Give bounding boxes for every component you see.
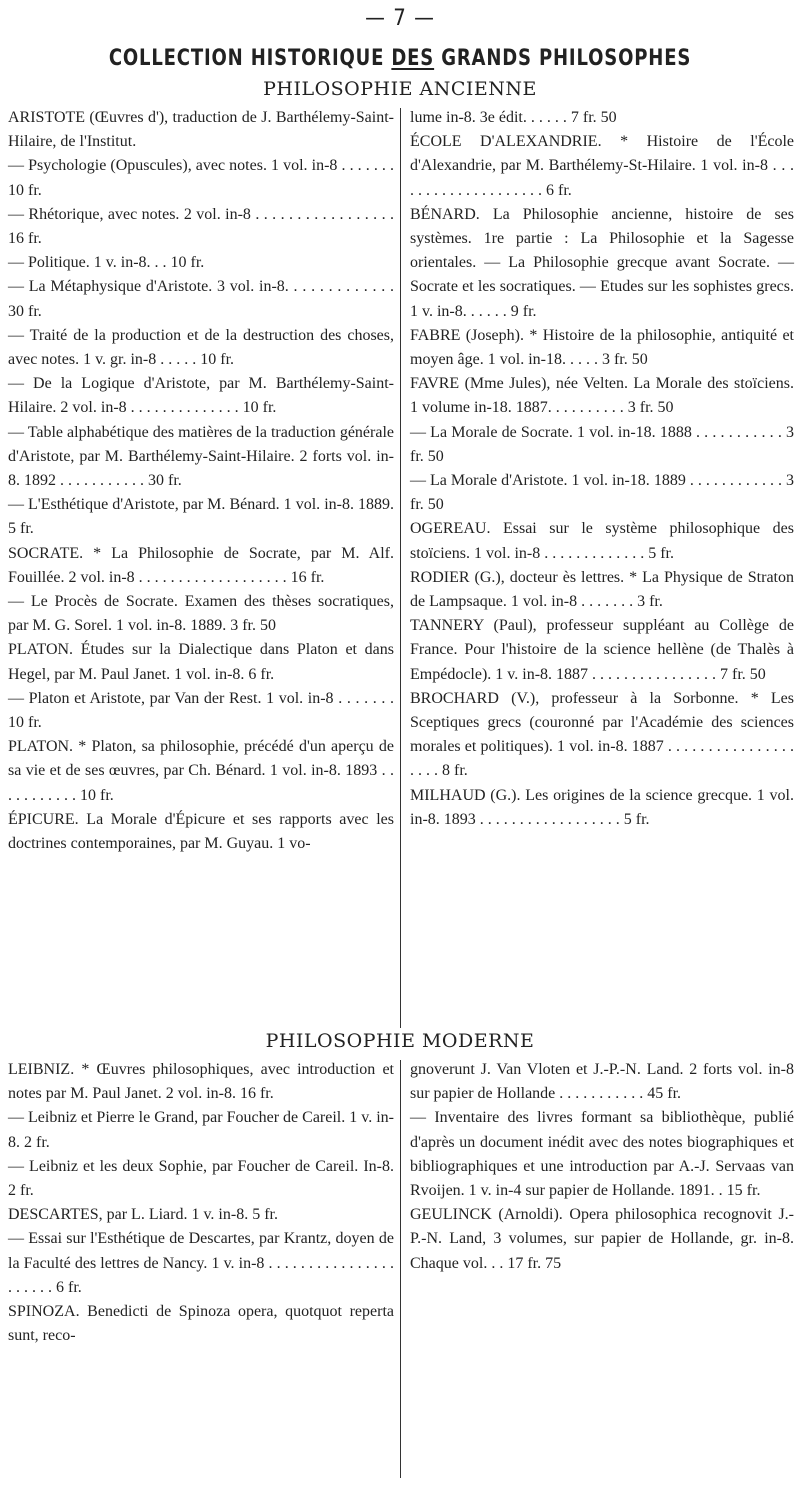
catalog-entry: BÉNARD. La Philosophie ancienne, histoire de ses systèmes. 1re partie : La Philosophie et la Sagesse orientales. — La Philosophie grecque avant Socrate. — Socrate et les socratiques. — Etudes sur les sophistes grecs. 1 v. in-8. . . . . . 9 fr. — [410, 205, 794, 320]
catalog-entry: — Leibniz et Pierre le Grand, par Foucher de Careil. 1 v. in-8. 2 fr. — [8, 1109, 394, 1151]
catalog-entry: — Rhétorique, avec notes. 2 vol. in-8 . . . . . . . . . . . . . . . . . 16 fr. — [8, 205, 394, 248]
catalog-entry: GEULINCK (Arnoldi). Opera philosophica recognovit J.-P.-N. Land, 3 volumes, sur papier de Hollande, gr. in-8. Chaque vol. . . 17 fr. 75 — [410, 1206, 794, 1272]
catalog-entry: ÉPICURE. La Morale d'Épicure et ses rapports avec les doctrines contemporaines, par M. Guyau. 1 vo- — [8, 810, 394, 853]
collection-title-part2: GRANDS PHILOSOPHES — [434, 46, 692, 71]
collection-title-underlined: DES — [391, 46, 435, 71]
catalog-entry: — Platon et Aristote, par Van der Rest. 1 vol. in-8 . . . . . . . 10 fr. — [8, 689, 394, 732]
catalog-entry: — La Morale de Socrate. 1 vol. in-18. 1888 . . . . . . . . . . . 3 fr. 50 — [410, 423, 794, 465]
catalog-entry: FAVRE (Mme Jules), née Velten. La Morale des stoïciens. 1 volume in-18. 1887. . . . . . . . . . 3 fr. 50 — [410, 375, 794, 417]
moderne-left-column — [8, 1058, 394, 1348]
catalog-entry: — La Morale d'Aristote. 1 vol. in-18. 1889 . . . . . . . . . . . . 3 fr. 50 — [410, 472, 794, 514]
catalog-entry: DESCARTES, par L. Liard. 1 v. in-8. 5 fr. — [8, 1206, 278, 1224]
catalog-entry: OGEREAU. Essai sur le système philosophique des stoïciens. 1 vol. in-8 . . . . . . . . . . . . . 5 fr. — [410, 520, 794, 562]
section-heading-ancienne: PHILOSOPHIE ANCIENNE — [263, 78, 537, 100]
catalog-entry: — Psychologie (Opuscules), avec notes. 1 vol. in-8 . . . . . . . 10 fr. — [8, 157, 394, 199]
catalog-entry: SOCRATE. * La Philosophie de Socrate, par M. Alf. Fouillée. 2 vol. in-8 . . . . . . . . . . . . . . . . . . . 16 fr. — [8, 544, 394, 586]
catalog-entry: RODIER (G.), docteur ès lettres. * La Physique de Straton de Lampsaque. 1 vol. in-8 . . . . . . . 3 fr. — [410, 568, 794, 611]
ancienne-left-column — [8, 106, 394, 856]
catalog-entry: — De la Logique d'Aristote, par M. Barthélemy-Saint-Hilaire. 2 vol. in-8 . . . . . . . . . . . . . . 10 fr. — [8, 375, 394, 417]
catalog-entry: — Politique. 1 v. in-8. . . 10 fr. — [8, 254, 205, 272]
section-heading-moderne: PHILOSOPHIE MODERNE — [265, 1030, 535, 1052]
catalog-entry: — Traité de la production et de la destruction des choses, avec notes. 1 v. gr. in-8 . . . . . 10 fr. — [8, 326, 394, 369]
catalog-entry: — Table alphabétique des matières de la traduction générale d'Aristote, par M. Barthélemy-Saint-Hilaire. 2 forts vol. in-8. 1892 . . . . . . . . . . . 30 fr. — [8, 423, 394, 490]
catalog-entry: gnoverunt J. Van Vloten et J.-P.-N. Land. 2 forts vol. in-8 sur papier de Hollande . . . . . . . . . . . 45 fr. — [410, 1061, 794, 1103]
collection-title-part1: COLLECTION HISTORIQUE — [108, 46, 392, 71]
moderne-right-column — [410, 1058, 794, 1276]
catalog-entry: ARISTOTE (Œuvres d'), traduction de J. Barthélemy-Saint-Hilaire, de l'Institut. — [8, 109, 394, 151]
ancienne-right-column — [410, 106, 794, 832]
catalog-entry: PLATON. * Platon, sa philosophie, précédé d'un aperçu de sa vie et de ses œuvres, par Ch. Bénard. 1 vol. in-8. 1893 . . . . . . . . . . . 10 fr. — [8, 738, 394, 804]
collection-title — [72, 46, 728, 71]
catalog-entry: FABRE (Joseph). * Histoire de la philosophie, antiquité et moyen âge. 1 vol. in-18. . . . . 3 fr. 50 — [410, 326, 794, 369]
catalog-entry: — Le Procès de Socrate. Examen des thèses socratiques, par M. G. Sorel. 1 vol. in-8. 1889. 3 fr. 50 — [8, 593, 394, 635]
catalog-entry: PLATON. Études sur la Dialectique dans Platon et dans Hegel, par M. Paul Janet. 1 vol. in-8. 6 fr. — [8, 641, 394, 683]
catalog-entry: LEIBNIZ. * Œuvres philosophiques, avec introduction et notes par M. Paul Janet. 2 vol. in-8. 16 fr. — [8, 1061, 394, 1103]
catalog-entry: lume in-8. 3e édit. . . . . . 7 fr. 50 — [410, 109, 617, 126]
catalog-entry: BROCHARD (V.), professeur à la Sorbonne. * Les Sceptiques grecs (couronné par l'Académie des sciences morales et politiques). 1 vol. in-8. 1887 . . . . . . . . . . . . . . . . . . . . 8 fr. — [410, 689, 794, 780]
catalog-entry: TANNERY (Paul), professeur suppléant au Collège de France. Pour l'histoire de la science hellène (de Thalès à Empédocle). 1 v. in-8. 1887 . . . . . . . . . . . . . . . . 7 fr. 50 — [410, 617, 794, 683]
catalog-entry: SPINOZA. Benedicti de Spinoza opera, quotquot reperta sunt, reco- — [8, 1303, 394, 1345]
page-number: — 7 — — [365, 6, 435, 31]
column-divider — [400, 108, 401, 1028]
catalog-entry: — Inventaire des livres formant sa bibliothèque, publié d'après un document inédit avec des notes biographiques et bibliographiques et une introduction par A.-J. Servaas van Rvoijen. 1 v. in-4 sur papier de Hollande. 1891. . 15 fr. — [410, 1109, 794, 1200]
catalog-entry: ÉCOLE D'ALEXANDRIE. * Histoire de l'École d'Alexandrie, par M. Barthélemy-St-Hilaire. 1 vol. in-8 . . . . . . . . . . . . . . . . . . . . 6 fr. — [410, 133, 794, 199]
catalog-entry: MILHAUD (G.). Les origines de la science grecque. 1 vol. in-8. 1893 . . . . . . . . . . . . . . . . . . 5 fr. — [410, 786, 794, 828]
column-divider — [400, 1060, 401, 1478]
catalog-entry: — L'Esthétique d'Aristote, par M. Bénard. 1 vol. in-8. 1889. 5 fr. — [8, 496, 394, 538]
catalog-entry: — Leibniz et les deux Sophie, par Foucher de Careil. In-8. 2 fr. — [8, 1157, 394, 1200]
catalog-entry: — La Métaphysique d'Aristote. 3 vol. in-8. . . . . . . . . . . . . 30 fr. — [8, 278, 394, 320]
catalog-entry: — Essai sur l'Esthétique de Descartes, par Krantz, doyen de la Faculté des lettres de Nancy. 1 v. in-8 . . . . . . . . . . . . . . . . . . . . . . 6 fr. — [8, 1230, 394, 1296]
